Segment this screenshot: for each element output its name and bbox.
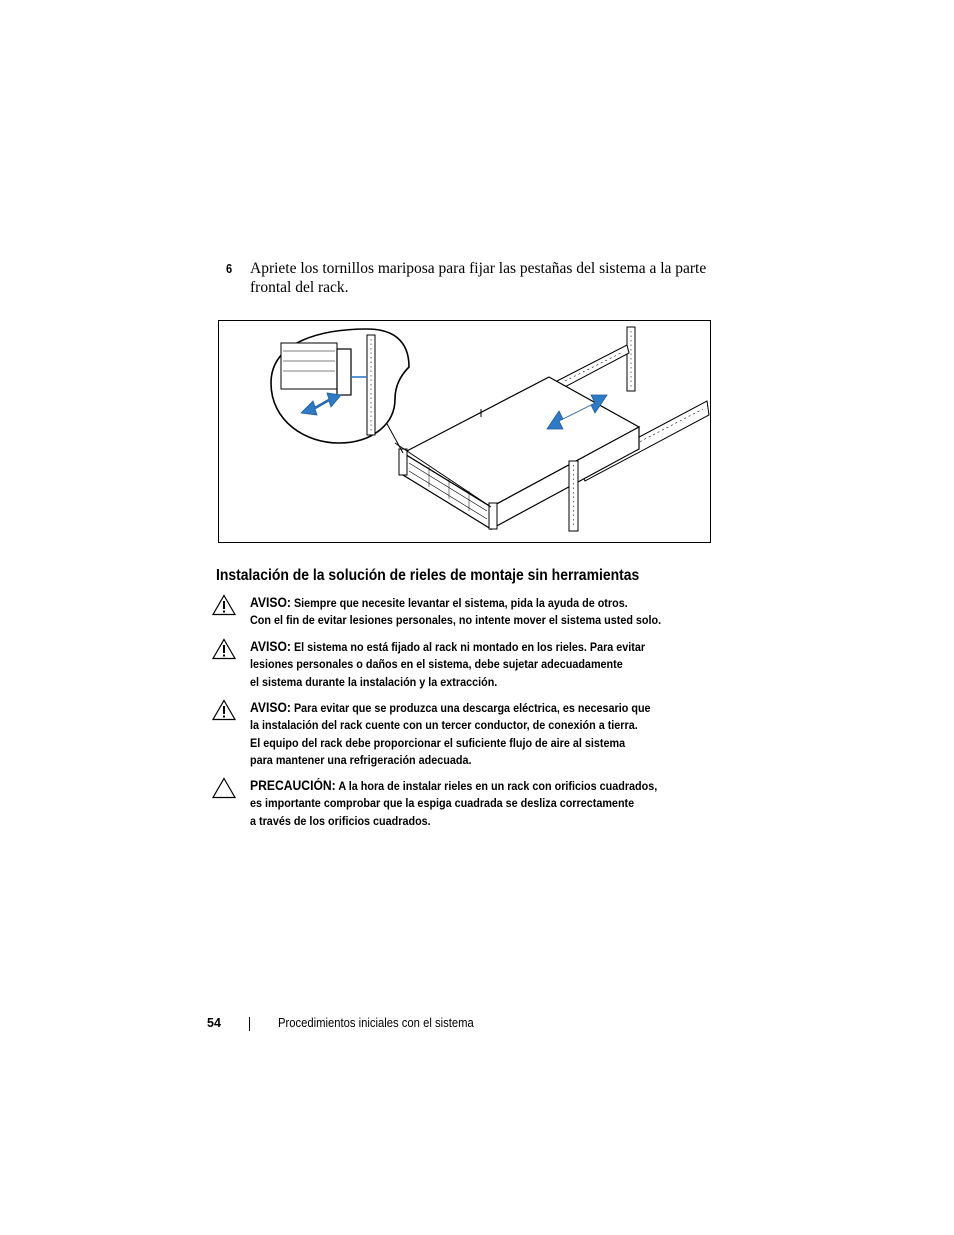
notice-text-line: la instalación del rack cuente con un tercer conductor, de conexión a tierra.: [250, 718, 638, 733]
rack-server-illustration: [219, 321, 712, 544]
notice-warning-3: [212, 699, 732, 769]
notice-text-line: a través de los orificios cuadrados.: [250, 813, 431, 828]
rail-upper: [557, 345, 629, 389]
caution-triangle-icon: [212, 777, 236, 799]
notice-text-line: A la hora de instalar rieles en un rack con orificios cuadrados,: [338, 779, 658, 793]
notice-text-line: Para evitar que se produzca una descarga eléctrica, es necesario que: [293, 701, 651, 715]
notice-label: AVISO:: [250, 639, 291, 654]
warning-triangle-icon: [212, 699, 236, 721]
notice-text-line: El sistema no está fijado al rack ni montado en los rieles. Para evitar: [293, 640, 646, 654]
page-number: 54: [207, 1016, 221, 1030]
warning-triangle-icon: [212, 638, 236, 660]
notice-text-line: Con el fin de evitar lesiones personales, no intente mover el sistema usted solo.: [250, 613, 662, 628]
step-6: [226, 259, 716, 297]
notice-text-line: es importante comprobar que la espiga cuadrada se desliza correctamente: [250, 796, 635, 811]
step-text: Apriete los tornillos mariposa para fijar las pestañas del sistema a la parte frontal del rack.: [250, 260, 707, 296]
notice-text-line: el sistema durante la instalación y la extracción.: [250, 674, 498, 689]
notice-caution: [212, 777, 732, 830]
footer-title: Procedimientos iniciales con el sistema: [278, 1016, 474, 1030]
notice-label: PRECAUCIÓN:: [250, 778, 336, 793]
rack-post-back: [627, 327, 635, 391]
notice-label: AVISO:: [250, 595, 291, 610]
notice-text-line: lesiones personales o daños en el sistema, debe sujetar adecuadamente: [250, 657, 623, 672]
rack-post-front: [569, 461, 578, 531]
warning-triangle-icon: [212, 594, 236, 616]
notice-text-line: El equipo del rack debe proporcionar el suficiente flujo de aire al sistema: [250, 735, 626, 750]
notice-warning-1: [212, 594, 732, 630]
section-heading: Instalación de la solución de rieles de montaje sin herramientas: [216, 567, 640, 584]
notice-text-line: Siempre que necesite levantar el sistema, pida la ayuda de otros.: [293, 596, 628, 610]
notice-text-line: para mantener una refrigeración adecuada.: [250, 752, 472, 767]
footer-divider: [249, 1017, 250, 1031]
rack-installation-figure: [218, 320, 711, 543]
step-number: 6: [226, 261, 233, 276]
notice-label: AVISO:: [250, 700, 291, 715]
notice-warning-2: [212, 638, 732, 691]
